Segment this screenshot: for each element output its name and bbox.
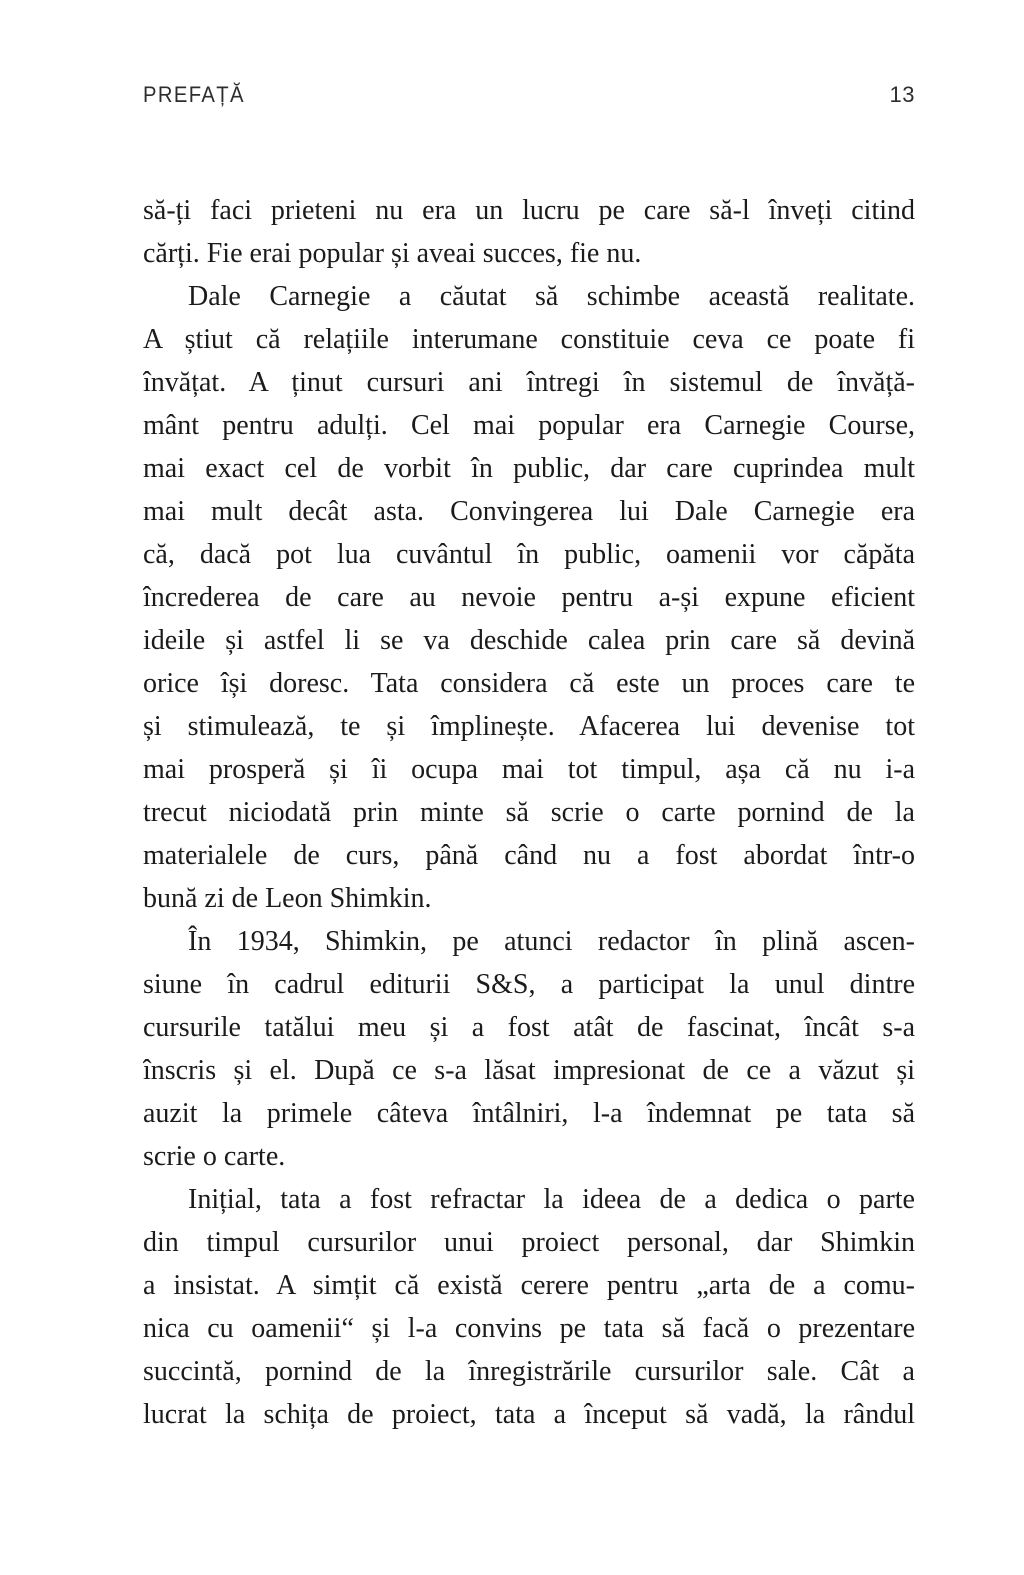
paragraph	[143, 189, 915, 275]
text-line: Dale Carnegie a căutat să schimbe această realitate.	[188, 281, 915, 312]
text-line: ideile și astfel li se va deschide calea prin care să devină	[143, 625, 915, 656]
text-line: În 1934, Shimkin, pe atunci redactor în plină ascen-	[188, 926, 915, 957]
text-line: a insistat. A simțit că există cerere pentru „arta de a comu-	[143, 1270, 915, 1301]
text-line: scrie o carte.	[143, 1141, 286, 1172]
text-line: mai exact cel de vorbit în public, dar care cuprindea mult	[143, 453, 915, 484]
text-line: siune în cadrul editurii S&S, a participat la unul dintre	[143, 969, 915, 1000]
paragraph	[143, 275, 915, 920]
text-line: învățat. A ținut cursuri ani întregi în sistemul de învăță-	[143, 367, 915, 398]
paragraph	[143, 920, 915, 1178]
text-line: trecut niciodată prin minte să scrie o carte pornind de la	[143, 797, 915, 828]
text-line: mai prosperă și îi ocupa mai tot timpul, așa că nu i-a	[143, 754, 915, 785]
page-body-text	[143, 189, 915, 1436]
text-line: mai mult decât asta. Convingerea lui Dale Carnegie era	[143, 496, 915, 527]
text-line: auzit la primele câteva întâlniri, l-a îndemnat pe tata să	[143, 1098, 915, 1129]
running-header-title: PREFAȚĂ	[143, 82, 245, 107]
text-line: să-ți faci prieteni nu era un lucru pe care să-l înveți citind	[143, 195, 915, 226]
text-line: nica cu oamenii“ și l-a convins pe tata să facă o prezentare	[143, 1313, 915, 1344]
text-line: succintă, pornind de la înregistrările cursurilor sale. Cât a	[143, 1356, 915, 1387]
text-line: înscris și el. După ce s-a lăsat impresionat de ce a văzut și	[143, 1055, 915, 1086]
text-line: că, dacă pot lua cuvântul în public, oamenii vor căpăta	[143, 539, 915, 570]
text-line: lucrat la schița de proiect, tata a început să vadă, la rândul	[143, 1399, 915, 1430]
text-line: încrederea de care au nevoie pentru a-și expune eficient	[143, 582, 915, 613]
paragraph	[143, 1178, 915, 1436]
page-number: 13	[889, 82, 915, 107]
text-line: din timpul cursurilor unui proiect personal, dar Shimkin	[143, 1227, 915, 1258]
page-header	[143, 82, 915, 108]
text-line: și stimulează, te și împlinește. Afacerea lui devenise tot	[143, 711, 915, 742]
text-line: cărți. Fie erai popular și aveai succes, fie nu.	[143, 238, 642, 269]
text-line: mânt pentru adulți. Cel mai popular era Carnegie Course,	[143, 410, 915, 441]
text-line: cursurile tatălui meu și a fost atât de fascinat, încât s-a	[143, 1012, 915, 1043]
text-line: bună zi de Leon Shimkin.	[143, 883, 432, 914]
text-line: orice își doresc. Tata considera că este un proces care te	[143, 668, 915, 699]
text-line: materialele de curs, până când nu a fost abordat într-o	[143, 840, 915, 871]
text-line: Inițial, tata a fost refractar la ideea de a dedica o parte	[188, 1184, 915, 1215]
text-line: A știut că relațiile interumane constituie ceva ce poate fi	[143, 324, 915, 355]
